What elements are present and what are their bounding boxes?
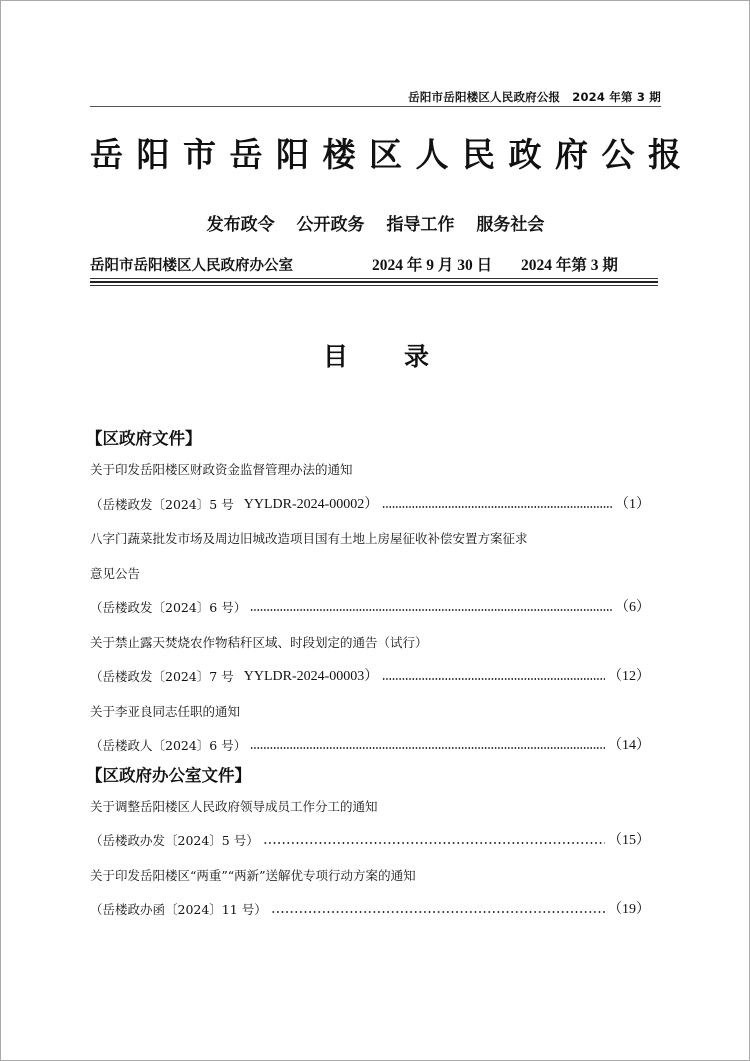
document-number: （岳楼政办发〔2024〕5 号） <box>90 833 259 848</box>
document-code: YYLDR-2024-00003） <box>243 669 379 684</box>
table-of-contents <box>86 425 650 928</box>
toc-entry[interactable] <box>90 453 650 522</box>
page-number: （6） <box>615 600 650 615</box>
masthead-rule <box>90 278 658 279</box>
toc-title <box>251 339 501 375</box>
running-head <box>90 89 661 106</box>
document-number: （岳楼政办函〔2024〕11 号） <box>90 902 267 917</box>
toc-entry[interactable] <box>90 626 650 695</box>
dot-leader <box>382 678 605 680</box>
page-number: （1） <box>615 496 650 512</box>
masthead-title: 岳阳市岳阳楼区人民政府公报 <box>90 135 695 174</box>
page-number: （14） <box>608 738 650 753</box>
slogan: 发布政令 <box>206 215 275 235</box>
masthead-rule <box>90 281 658 283</box>
dot-leader <box>263 842 605 844</box>
toc-section-heading: 【区政府办公室文件】 <box>86 765 251 785</box>
document-code: YYLDR-2024-00002） <box>243 496 379 512</box>
dot-leader <box>271 911 605 913</box>
toc-entry-reference <box>90 893 650 928</box>
document-number: （岳楼政发〔2024〕7 号 <box>90 669 234 684</box>
toc-entry-title[interactable]: 关于李亚良同志任职的通知 <box>90 703 241 719</box>
toc-entry-reference <box>90 591 650 626</box>
page-number: （15） <box>608 833 650 848</box>
issue-date: 2024 年 9 月 30 日 <box>372 257 493 274</box>
masthead-slogans <box>90 212 661 238</box>
issuing-office: 岳阳市岳阳楼区人民政府办公室 <box>90 258 293 274</box>
toc-entry-title[interactable]: 关于调整岳阳楼区人民政府领导成员工作分工的通知 <box>90 798 378 814</box>
toc-entry[interactable] <box>90 695 650 764</box>
toc-section-heading: 【区政府文件】 <box>86 429 202 448</box>
toc-entry-reference <box>90 488 650 523</box>
document-number: （岳楼政发〔2024〕6 号） <box>90 600 247 615</box>
toc-entry[interactable] <box>90 522 650 626</box>
masthead-issue-line <box>90 254 661 278</box>
slogan: 服务社会 <box>476 215 545 235</box>
slogan: 指导工作 <box>386 215 455 235</box>
document-number: （岳楼政人〔2024〕6 号） <box>90 738 247 753</box>
toc-title-char: 录 <box>404 342 430 371</box>
toc-entry-reference <box>90 729 650 764</box>
toc-entry-title-continued[interactable]: 意见公告 <box>90 565 141 581</box>
toc-entry-title[interactable]: 关于印发岳阳楼区财政资金监督管理办法的通知 <box>90 462 353 477</box>
running-head-issue: 2024 年第 3 期 <box>572 90 661 104</box>
document-number: （岳楼政发〔2024〕5 号 <box>90 496 234 512</box>
toc-title-char: 目 <box>322 342 348 371</box>
page-number: （12） <box>608 669 650 684</box>
slogan: 公开政务 <box>296 215 365 235</box>
toc-entry-reference <box>90 824 650 859</box>
dot-leader <box>382 506 612 508</box>
issue-number: 2024 年第 3 期 <box>521 257 618 274</box>
toc-entry-reference <box>90 660 650 695</box>
dot-leader <box>250 747 605 749</box>
toc-entry[interactable] <box>90 790 650 859</box>
masthead-rule <box>90 285 658 286</box>
running-head-rule <box>90 106 661 107</box>
toc-entry-title[interactable]: 八字门蔬菜批发市场及周边旧城改造项目国有土地上房屋征收补偿安置方案征求 <box>90 531 528 546</box>
running-head-publication: 岳阳市岳阳楼区人民政府公报 <box>408 90 561 104</box>
toc-entry-title[interactable]: 关于禁止露天焚烧农作物秸秆区域、时段划定的通告（试行） <box>90 634 428 650</box>
toc-entry[interactable] <box>90 859 650 928</box>
dot-leader <box>250 609 612 611</box>
toc-entry-title[interactable]: 关于印发岳阳楼区“两重”“两新”送解优专项行动方案的通知 <box>90 867 416 883</box>
page-number: （19） <box>608 902 650 917</box>
